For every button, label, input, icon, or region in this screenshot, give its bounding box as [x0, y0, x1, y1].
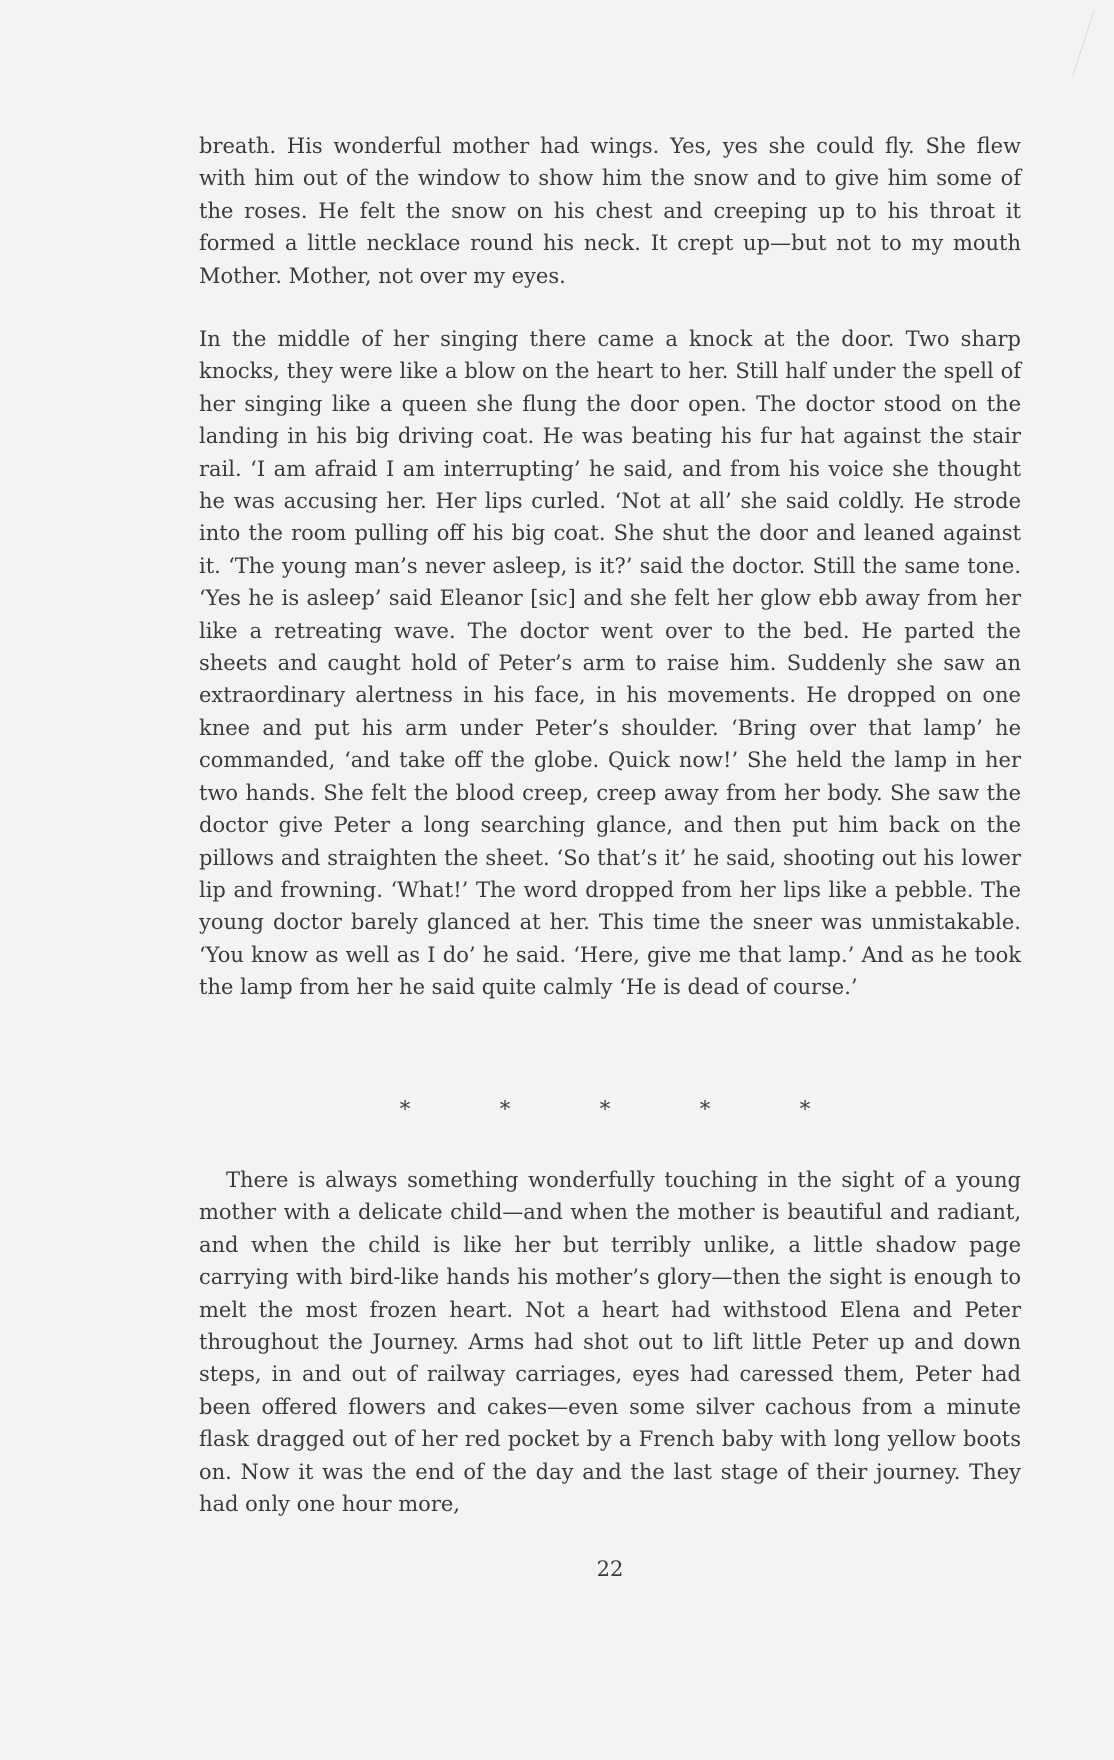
- separator-asterisk: *: [499, 1097, 511, 1121]
- paper-crease: [1072, 10, 1095, 77]
- separator-asterisk: *: [599, 1097, 611, 1121]
- paragraph-1: breath. His wonderful mother had wings. Yes, yes she could fly. She flew with him out of the window to show him the snow and to give him some of the roses. He felt the snow on his chest and creeping up to his throat it formed a little necklace round his neck. It crept up—but not to my mouth Mother. Mother, not over my eyes.: [199, 134, 1021, 288]
- separator-asterisk: *: [399, 1097, 411, 1121]
- paragraph-2: In the middle of her singing there came a knock at the door. Two sharp knocks, they were like a blow on the heart to her. Still half under the spell of her singing like a queen she flung the door open. The doctor stood on the landing in his big driving coat. He was beating his fur hat against the stair rail. ‘I am afraid I am interrupting’ he said, and from his voice she thought he was accusing her. Her lips curled. ‘Not at all’ she said coldly. He strode into the room pulling off his big coat. She shut the door and leaned against it. ‘The young man’s never asleep, is it?’ said the doctor. Still the same tone. ‘Yes he is asleep’ said Eleanor [sic] and she felt her glow ebb away from her like a retreating wave. The doctor went over to the bed. He parted the sheets and caught hold of Peter’s arm to raise him. Suddenly she saw an extraordinary alertness in his face, in his movements. He dropped on one knee and put his arm under Peter’s shoulder. ‘Bring over that lamp’ he commanded, ‘and take off the globe. Quick now!’ She held the lamp in her two hands. She felt the blood creep, creep away from her body. She saw the doctor give Peter a long searching glance, and then put him back on the pillows and straighten the sheet. ‘So that’s it’ he said, shooting out his lower lip and frowning. ‘What!’ The word dropped from her lips like a pebble. The young doctor barely glanced at her. This time the sneer was unmistakable. ‘You know as well as I do’ he said. ‘Here, give me that lamp.’ And as he took the lamp from her he said quite calmly ‘He is dead of course.’: [199, 327, 1021, 1000]
- paragraph-3: There is always something wonderfully touching in the sight of a young mother with a delicate child—and when the mother is beautiful and radiant, and when the child is like her but terribly unlike, a little shadow page carrying with bird-like hands his mother’s glory—then the sight is enough to melt the most frozen heart. Not a heart had withstood Elena and Peter throughout the Journey. Arms had shot out to lift little Peter up and down steps, in and out of railway carriages, eyes had caressed them, Peter had been offered flowers and cakes—even some silver cachous from a minute flask dragged out of her red pocket by a French baby with long yellow boots on. Now it was the end of the day and the last stage of their journey. They had only one hour more,: [199, 1168, 1021, 1517]
- section-separator: [395, 1097, 815, 1121]
- separator-asterisk: *: [799, 1097, 811, 1121]
- page-number: 22: [596, 1557, 624, 1581]
- separator-asterisk: *: [699, 1097, 711, 1121]
